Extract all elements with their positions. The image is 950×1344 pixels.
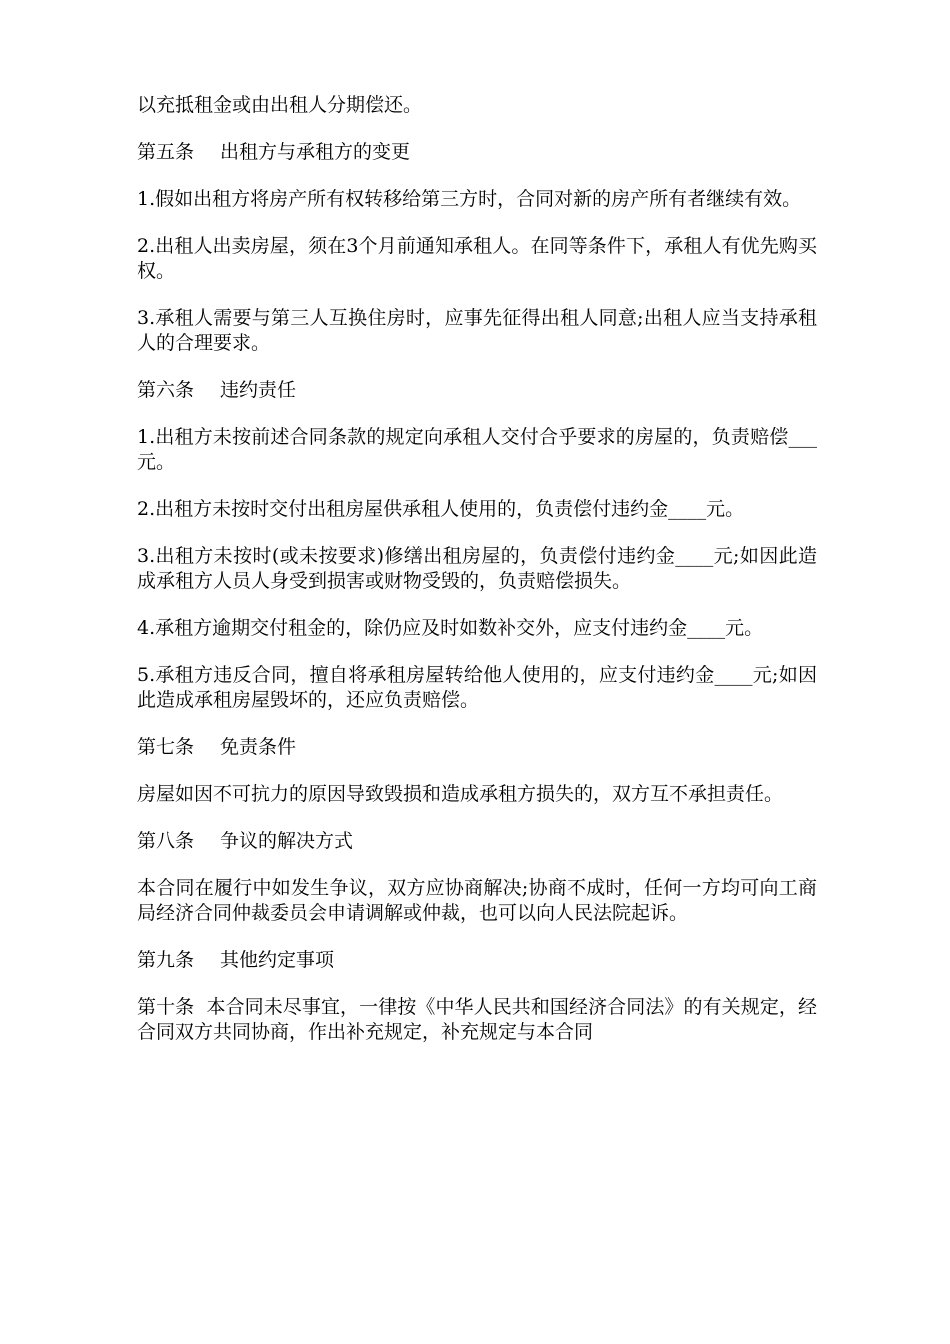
article-number: 第八条	[137, 830, 195, 852]
article-6-clause-4: 4.承租方逾期交付租金的，除仍应及时如数补交外，应支付违约金____元。	[137, 617, 764, 639]
article-title: 争议的解决方式	[220, 830, 354, 852]
document-page	[137, 93, 817, 1067]
article-6-heading	[137, 378, 817, 403]
article-6-clause-1: 1.出租方未按前述合同条款的规定向承租人交付合乎要求的房屋的，负责赔偿___元。	[137, 426, 817, 473]
article-5-clause-3: 3.承租人需要与第三人互换住房时，应事先征得出租人同意;出租人应当支持承租人的合理要求。	[137, 307, 817, 354]
article-8-body: 本合同在履行中如发生争议，双方应协商解决;协商不成时，任何一方均可向工商局经济合同仲裁委员会申请调解或仲裁，也可以向人民法院起诉。	[137, 877, 817, 924]
article-title: 出租方与承租方的变更	[220, 141, 411, 163]
article-8-heading	[137, 829, 817, 854]
article-5-clause-2: 2.出租人出卖房屋，须在3个月前通知承租人。在同等条件下，承租人有优先购买权。	[137, 235, 817, 282]
article-5-heading	[137, 140, 817, 165]
article-number: 第九条	[137, 949, 195, 971]
article-number: 第六条	[137, 379, 195, 401]
article-9-heading	[137, 948, 817, 973]
article-title: 其他约定事项	[220, 949, 335, 971]
article-6-clause-5: 5.承租方违反合同，擅自将承租房屋转给他人使用的，应支付违约金____元;如因此造成承租房屋毁坏的，还应负责赔偿。	[137, 664, 817, 711]
article-7-body: 房屋如因不可抗力的原因导致毁损和造成承租方损失的，双方互不承担责任。	[137, 783, 784, 805]
article-6-clause-2: 2.出租方未按时交付出租房屋供承租人使用的，负责偿付违约金____元。	[137, 498, 745, 520]
paragraph-continuation: 以充抵租金或由出租人分期偿还。	[137, 94, 423, 116]
article-10-body: 第十条 本合同未尽事宜，一律按《中华人民共和国经济合同法》的有关规定，经合同双方共同协商，作出补充规定，补充规定与本合同	[137, 996, 817, 1043]
article-5-clause-1: 1.假如出租方将房产所有权转移给第三方时，合同对新的房产所有者继续有效。	[137, 188, 802, 210]
article-title: 免责条件	[220, 736, 297, 758]
article-number: 第七条	[137, 736, 195, 758]
article-title: 违约责任	[220, 379, 297, 401]
article-7-heading	[137, 735, 817, 760]
article-6-clause-3: 3.出租方未按时(或未按要求)修缮出租房屋的，负责偿付违约金____元;如因此造成承租方人员人身受到损害或财物受毁的，负责赔偿损失。	[137, 545, 817, 592]
article-number: 第五条	[137, 141, 195, 163]
